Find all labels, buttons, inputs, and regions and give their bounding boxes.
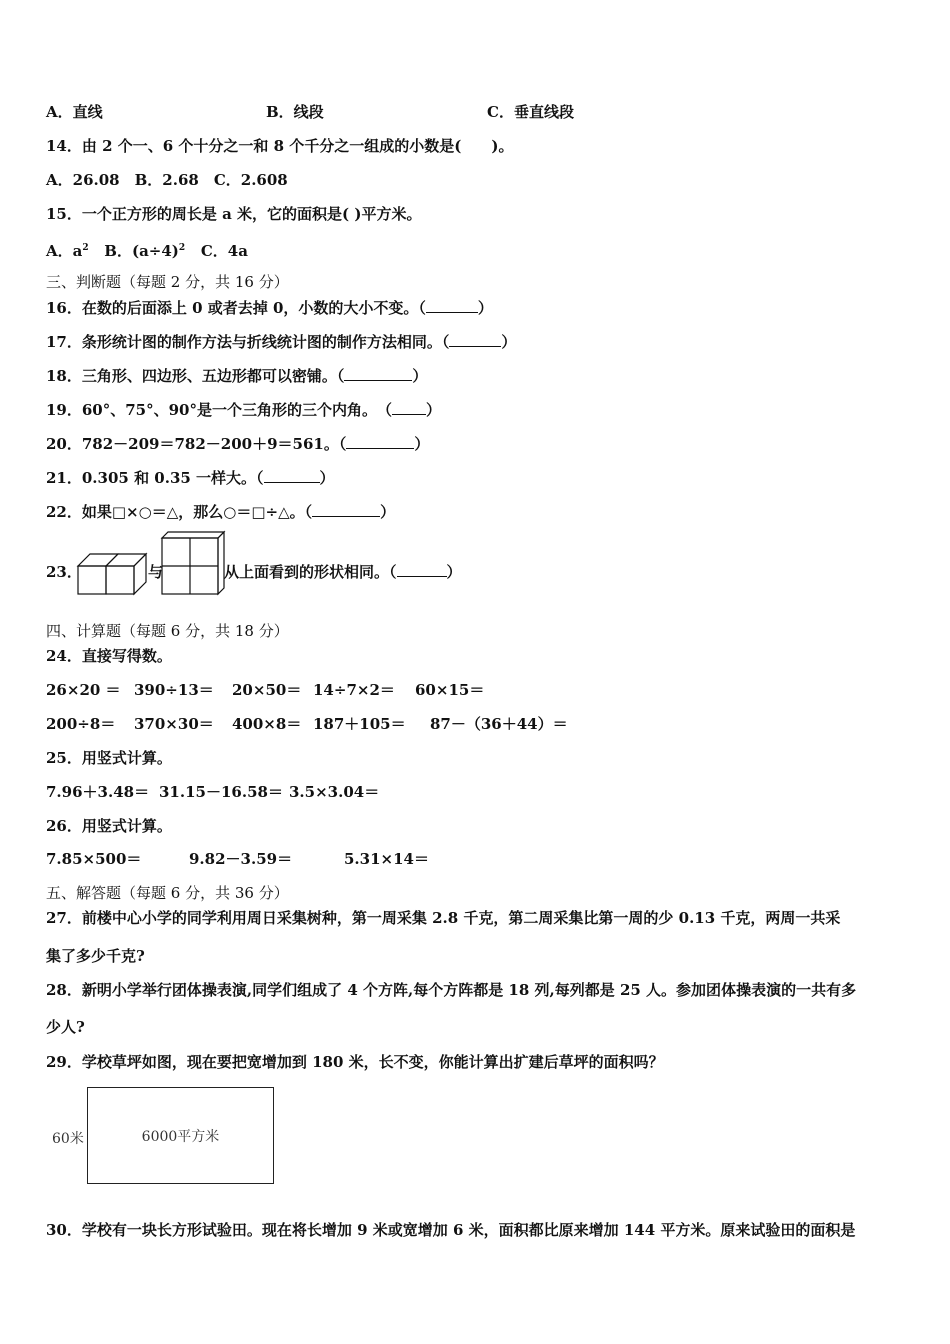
close-paren: ） [414, 435, 430, 453]
close-paren: ） [380, 503, 396, 521]
question-22 [46, 502, 395, 522]
cube-figure-right [160, 530, 226, 596]
question-21 [46, 468, 335, 488]
calc-item: 14÷7×2＝ [313, 681, 395, 699]
answer-blank[interactable] [344, 366, 412, 381]
option-c-text: C．4a [200, 242, 248, 260]
question-17 [46, 332, 516, 352]
question-27-line2: 集了多少千克? [46, 947, 145, 965]
lawn-rectangle [87, 1087, 274, 1184]
calc-item: 187＋105＝ [313, 715, 406, 733]
section-title-answer: 五、解答题（每题 6 分，共 36 分） [46, 884, 289, 902]
option-b-text: B．(a÷4) [104, 242, 179, 260]
question-14-options: A．26.08 B．2.68 C．2.608 [46, 171, 288, 189]
question-19 [46, 400, 441, 420]
calc-item: 7.85×500＝ [46, 850, 142, 868]
question-21-text: 21．0.305 和 0.35 一样大。（ [46, 469, 264, 487]
answer-blank[interactable] [397, 562, 447, 577]
question-14: 14．由 2 个一、6 个十分之一和 8 个千分之一组成的小数是( )。 [46, 137, 514, 155]
option-a: A．直线 [46, 103, 103, 121]
close-paren: ） [446, 563, 462, 581]
calc-item: 400×8＝ [232, 715, 302, 733]
close-paren: ） [477, 299, 493, 317]
calc-item: 5.31×14＝ [344, 850, 429, 868]
close-paren: ） [319, 469, 335, 487]
close-paren: ） [426, 401, 442, 419]
question-24: 24．直接写得数。 [46, 647, 172, 665]
calc-item: 31.15－16.58＝ [159, 783, 283, 801]
question-23-number: 23． [46, 563, 82, 581]
calc-item: 87－（36＋44）＝ [430, 715, 568, 733]
close-paren: ） [501, 333, 517, 351]
question-20 [46, 434, 429, 454]
answer-blank[interactable] [449, 332, 501, 347]
question-18-text: 18．三角形、四边形、五边形都可以密铺。（ [46, 367, 345, 385]
width-label: 60米 [52, 1131, 84, 1147]
option-b: B．线段 [266, 103, 324, 121]
question-16 [46, 298, 493, 318]
question-28-line1: 28．新明小学举行团体操表演,同学们组成了 4 个方阵,每个方阵都是 18 列,每列都是 25 人。参加团体操表演的一共有多 [46, 981, 857, 999]
calc-item: 3.5×3.04＝ [289, 783, 380, 801]
question-26: 26．用竖式计算。 [46, 817, 172, 835]
question-18 [46, 366, 427, 386]
question-20-text: 20．782－209＝782－200＋9＝561。（ [46, 435, 347, 453]
question-19-text: 19．60°、75°、90°是一个三角形的三个内角。 （ [46, 401, 392, 419]
option-a-exponent: 2 [82, 243, 89, 253]
calc-item: 20×50＝ [232, 681, 302, 699]
calc-item: 9.82－3.59＝ [189, 850, 293, 868]
calc-item: 60×15＝ [415, 681, 485, 699]
option-c: C．垂直线段 [487, 103, 574, 121]
question-23-tail [224, 562, 462, 582]
answer-blank[interactable] [392, 400, 426, 415]
question-23-text: 从上面看到的形状相同。（ [224, 563, 397, 581]
section-title-judge: 三、判断题（每题 2 分，共 16 分） [46, 273, 289, 291]
answer-blank[interactable] [426, 298, 478, 313]
area-label: 6000平方米 [141, 1129, 220, 1145]
question-23-middle: 与 [148, 563, 164, 581]
close-paren: ） [412, 367, 428, 385]
answer-blank[interactable] [312, 502, 380, 517]
question-22-text: 22．如果□×○＝△，那么○＝□÷△。（ [46, 503, 313, 521]
calc-item: 26×20 ＝ [46, 681, 121, 699]
option-b-exponent: 2 [178, 243, 186, 253]
question-17-text: 17．条形统计图的制作方法与折线统计图的制作方法相同。（ [46, 333, 450, 351]
section-title-calc: 四、计算题（每题 6 分，共 18 分） [46, 622, 289, 640]
cube-figure-left [76, 550, 148, 596]
answer-blank[interactable] [346, 434, 414, 449]
option-a-text: A．a [46, 242, 83, 260]
question-28-line2: 少人? [46, 1018, 85, 1036]
calc-item: 370×30＝ [134, 715, 214, 733]
question-16-text: 16．在数的后面添上 0 或者去掉 0，小数的大小不变。（ [46, 299, 426, 317]
question-27-line1: 27．前楼中心小学的同学利用周日采集树种，第一周采集 2.8 千克，第二周采集比第一周的少 0.13 千克，两周一共采 [46, 909, 841, 927]
question-30-line1: 30．学校有一块长方形试验田。现在将长增加 9 米或宽增加 6 米，面积都比原来增加 144 平方米。原来试验田的面积是 [46, 1221, 856, 1239]
calc-item: 390÷13＝ [134, 681, 214, 699]
question-29: 29．学校草坪如图，现在要把宽增加到 180 米，长不变，你能计算出扩建后草坪的面积吗？ [46, 1053, 664, 1071]
calc-item: 200÷8＝ [46, 715, 116, 733]
question-15: 15．一个正方形的周长是 a 米，它的面积是( )平方米。 [46, 205, 422, 223]
question-25: 25．用竖式计算。 [46, 749, 172, 767]
question-15-options [46, 238, 248, 261]
answer-blank[interactable] [264, 468, 320, 483]
calc-item: 7.96＋3.48＝ [46, 783, 150, 801]
